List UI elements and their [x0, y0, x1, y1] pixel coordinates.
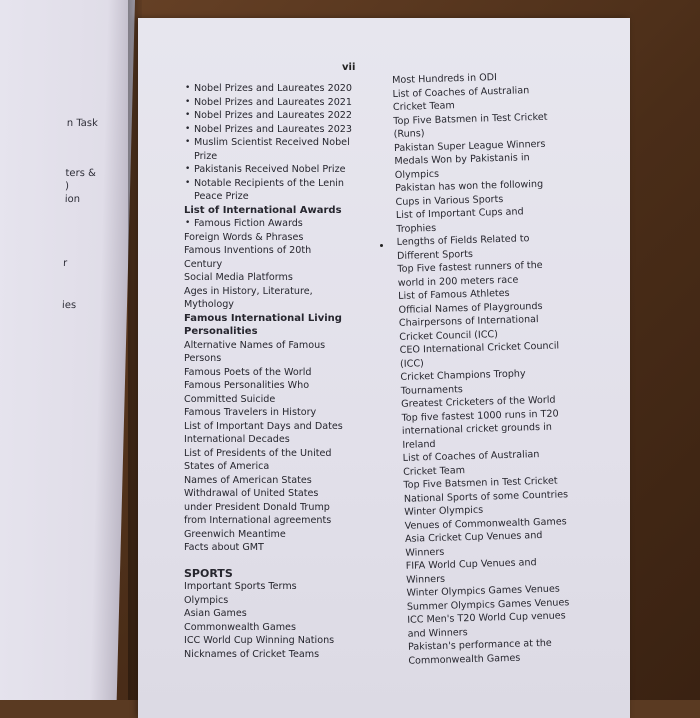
- contents-entry: CEO International Cricket Council: [399, 340, 560, 356]
- contents-entry: • Nobel Prizes and Laureates 2023: [184, 123, 350, 137]
- contents-entry: (ICC): [399, 357, 424, 370]
- left-page-fragment: ies: [61, 300, 77, 311]
- contents-entry: Different Sports: [396, 248, 474, 262]
- contents-entry: Commonwealth Games: [184, 621, 296, 633]
- contents-entry: List of Important Cups and: [395, 206, 524, 221]
- contents-entry: Asia Cricket Cup Venues and: [404, 529, 543, 545]
- contents-entry: List of Coaches of Australian: [402, 449, 540, 464]
- left-page-fragment: r: [62, 258, 68, 269]
- left-page-fragment: ters &: [65, 168, 96, 179]
- contents-entry: Official Names of Playgrounds: [398, 300, 543, 316]
- contents-section-heading: SPORTS: [184, 566, 233, 580]
- contents-entry: FIFA World Cup Venues and: [405, 557, 537, 572]
- contents-entry: Venues of Commonwealth Games: [404, 515, 567, 532]
- contents-section-heading: Famous International Living: [184, 312, 342, 324]
- contents-entry: Cricket Council (ICC): [399, 328, 499, 343]
- stray-dot-mark: [380, 244, 383, 247]
- contents-entry: Summer Olympics Games Venues: [406, 596, 570, 613]
- contents-entry: Top Five Batsmen in Test Cricket: [393, 111, 548, 127]
- contents-entry: Facts about GMT: [184, 542, 264, 553]
- contents-entry: • Nobel Prizes and Laureates 2020: [184, 82, 350, 96]
- contents-entry: Famous Personalities Who: [184, 380, 310, 391]
- contents-entry: International Decades: [184, 434, 290, 445]
- page-number: vii: [342, 62, 356, 73]
- contents-entry: international cricket grounds in: [401, 421, 553, 437]
- contents-entry: Withdrawal of United States: [184, 488, 319, 499]
- contents-entry: Foreign Words & Phrases: [184, 231, 304, 243]
- contents-entry: Top Five fastest runners of the: [397, 259, 543, 275]
- contents-entry: List of Presidents of the United: [184, 447, 332, 459]
- contents-entry: Ages in History, Literature,: [184, 285, 313, 297]
- contents-entry: National Sports of some Countries: [403, 488, 569, 505]
- contents-entry: Cups in Various Sports: [395, 193, 504, 208]
- contents-entry: Famous Inventions of 20th: [184, 245, 312, 256]
- contents-entry: Olympics: [394, 168, 440, 181]
- contents-entry: Lengths of Fields Related to: [396, 233, 530, 248]
- contents-entry: Winners: [405, 573, 446, 586]
- contents-entry: ICC World Cup Winning Nations: [184, 635, 335, 646]
- contents-entry: • Pakistanis Received Nobel Prize: [184, 163, 350, 177]
- contents-entry: Mythology: [184, 299, 234, 310]
- contents-column-right: [392, 69, 605, 668]
- contents-entry: Nicknames of Cricket Teams: [184, 648, 320, 660]
- contents-entry: Olympics: [184, 594, 229, 606]
- contents-entry: Chairpersons of International: [398, 314, 539, 329]
- contents-entry: Important Sports Terms: [184, 581, 297, 592]
- contents-entry: List of Famous Athletes: [398, 287, 510, 302]
- left-page-fragment: ): [64, 181, 70, 192]
- contents-entry: • Notable Recipients of the Lenin: [184, 177, 350, 191]
- contents-entry: Peace Prize: [194, 191, 249, 202]
- left-page-fragment: n Task: [66, 118, 99, 129]
- contents-entry: Winter Olympics: [404, 504, 484, 518]
- contents-entry: Greenwich Meantime: [184, 528, 286, 540]
- contents-entry: Greatest Cricketers of the World: [401, 394, 556, 410]
- contents-entry: Most Hundreds in ODI: [392, 72, 498, 86]
- contents-entry: ICC Men's T20 World Cup venues: [407, 610, 566, 626]
- contents-entry: • Famous Fiction Awards: [184, 217, 350, 231]
- left-page-fragment: ion: [64, 194, 81, 205]
- contents-entry: • Muslim Scientist Received Nobel: [184, 136, 350, 150]
- contents-entry: Names of American States: [184, 474, 312, 486]
- contents-entry: • Nobel Prizes and Laureates 2021: [184, 96, 350, 110]
- contents-entry: Prize: [194, 150, 218, 162]
- contents-entry: Commonwealth Games: [408, 652, 521, 667]
- contents-column-left: [184, 82, 353, 661]
- contents-entry: Cricket Team: [392, 100, 455, 113]
- contents-entry: from International agreements: [184, 515, 332, 526]
- contents-entry: Famous Travelers in History: [184, 407, 317, 418]
- contents-section-heading: Personalities: [184, 326, 258, 337]
- contents-entry: world in 200 meters race: [397, 274, 519, 289]
- contents-entry: Winners: [405, 546, 445, 559]
- contents-entry: Medals Won by Pakistanis in: [394, 152, 530, 167]
- contents-entry: Winter Olympics Games Venues: [406, 583, 560, 599]
- contents-entry: Asian Games: [184, 608, 247, 619]
- left-book-page: [0, 0, 135, 700]
- contents-entry: Century: [184, 258, 223, 270]
- contents-entry: Top Five Batsmen in Test Cricket: [403, 475, 558, 491]
- contents-entry: and Winners: [407, 626, 468, 640]
- contents-entry: Trophies: [396, 222, 437, 235]
- contents-entry: under President Donald Trump: [184, 501, 330, 513]
- contents-entry: Tournaments: [400, 383, 463, 397]
- contents-entry: (Runs): [393, 128, 425, 140]
- contents-entry: List of Coaches of Australian: [392, 84, 530, 100]
- contents-entry: Persons: [184, 353, 222, 364]
- contents-entry: Famous Poets of the World: [184, 366, 312, 378]
- contents-entry: List of Important Days and Dates: [184, 420, 343, 432]
- contents-entry: Cricket Team: [402, 464, 466, 478]
- contents-entry: Committed Suicide: [184, 393, 276, 405]
- contents-entry: • Nobel Prizes and Laureates 2022: [184, 109, 350, 123]
- contents-entry: Ireland: [402, 438, 436, 451]
- right-book-page: [138, 18, 630, 718]
- contents-entry: States of America: [184, 461, 270, 472]
- contents-section-heading: List of International Awards: [184, 204, 342, 216]
- contents-entry: Social Media Platforms: [184, 272, 293, 283]
- contents-entry: Pakistan Super League Winners: [393, 138, 546, 154]
- contents-entry: Alternative Names of Famous: [184, 339, 326, 351]
- contents-entry: Pakistan has won the following: [395, 178, 544, 194]
- contents-entry: Cricket Champions Trophy: [400, 368, 526, 383]
- contents-entry: Top five fastest 1000 runs in T20: [401, 407, 559, 424]
- contents-entry: Pakistan's performance at the: [407, 637, 552, 653]
